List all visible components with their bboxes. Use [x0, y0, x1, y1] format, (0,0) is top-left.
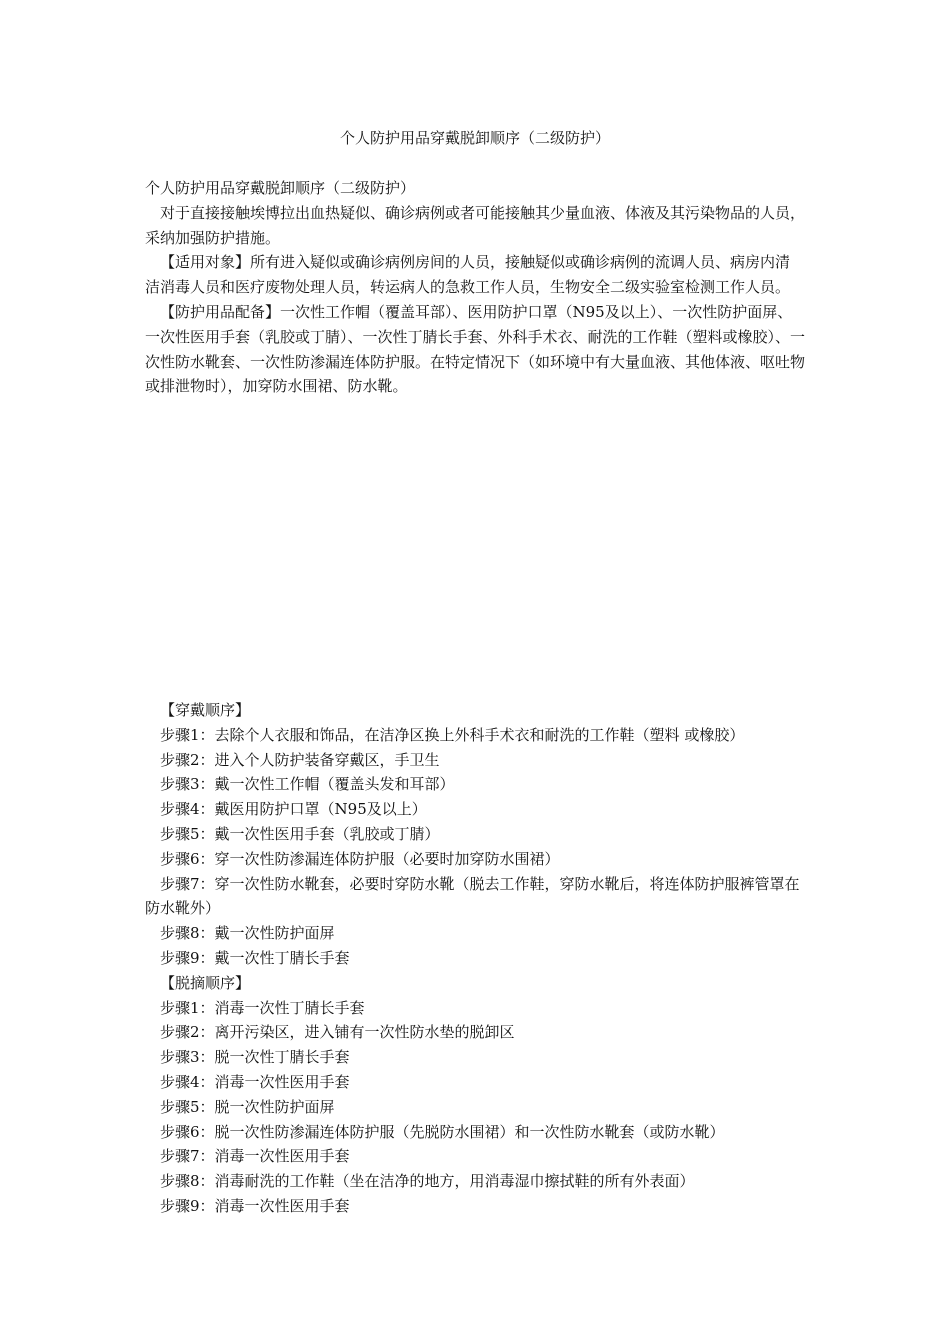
intro-section — [145, 176, 805, 399]
doffing-step: 步骤1：消毒一次性丁腈长手套 — [160, 998, 365, 1017]
doffing-step: 步骤7：消毒一次性医用手套 — [160, 1147, 350, 1166]
doffing-step: 步骤6：脱一次性防渗漏连体防护服（先脱防水围裙）和一次性防水靴套（或防水靴） — [160, 1122, 725, 1141]
intro-paragraph: 对于直接接触埃博拉出血热疑似、确诊病例或者可能接触其少量血液、体液及其污染物品的人员，采纳加强防护措施。 — [145, 203, 806, 247]
applicable-paragraph — [145, 250, 805, 300]
section-heading: 个人防护用品穿戴脱卸顺序（二级防护） — [145, 179, 416, 197]
doffing-step: 步骤8：消毒耐洗的工作鞋（坐在洁净的地方，用消毒湿巾擦拭鞋的所有外表面） — [160, 1172, 695, 1191]
donning-step: 步骤7：穿一次性防水靴套，必要时穿防水靴（脱去工作鞋，穿防水靴后，将连体防护服裤管罩在防水靴外） — [145, 874, 800, 918]
donning-step: 步骤3：戴一次性工作帽（覆盖头发和耳部） — [160, 775, 455, 794]
doffing-step: 步骤3：脱一次性丁腈长手套 — [160, 1048, 350, 1067]
equipment-label: 【防护用品配备】 — [160, 302, 281, 321]
doffing-step: 步骤5：脱一次性防护面屏 — [160, 1097, 335, 1116]
applicable-text: 所有进入疑似或确诊病例房间的人员，接触疑似或确诊病例的流调人员、病房内清洁消毒人员和医疗废物处理人员，转运病人的急救工作人员，生物安全二级实验室检测工作人员。 — [145, 253, 791, 297]
donning-step: 步骤2：进入个人防护装备穿戴区，手卫生 — [160, 750, 440, 769]
donning-heading: 【穿戴顺序】 — [160, 701, 251, 719]
donning-step: 步骤9：戴一次性丁腈长手套 — [160, 948, 350, 967]
equipment-text: 一次性工作帽（覆盖耳部）、医用防护口罩（N95及以上）、一次性防护面屏、一次性医用手套（乳胶或丁腈）、一次性丁腈长手套、外科手术衣、耐洗的工作鞋（塑料或橡胶）、一次性防水靴套、一次性防渗漏连体防护服。在特定情况下（如环境中有大量血液、其他体液、呕吐物或排泄物时），加穿防水围裙、防水靴。 — [145, 302, 806, 396]
procedure-section — [145, 698, 805, 1219]
donning-step: 步骤4：戴医用防护口罩（N95及以上） — [160, 800, 427, 819]
doffing-step: 步骤9：消毒一次性医用手套 — [160, 1196, 350, 1215]
donning-step: 步骤6：穿一次性防渗漏连体防护服（必要时加穿防水围裙） — [160, 849, 560, 868]
doffing-step: 步骤2：离开污染区，进入铺有一次性防水垫的脱卸区 — [160, 1023, 515, 1042]
page-title: 个人防护用品穿戴脱卸顺序（二级防护） — [339, 129, 610, 147]
doffing-step: 步骤4：消毒一次性医用手套 — [160, 1072, 350, 1091]
doffing-heading: 【脱摘顺序】 — [160, 973, 251, 992]
donning-step: 步骤1：去除个人衣服和饰品，在洁净区换上外科手术衣和耐洗的工作鞋（塑料 或橡胶） — [160, 725, 745, 744]
applicable-label: 【适用对象】 — [160, 253, 251, 272]
donning-step: 步骤8：戴一次性防护面屏 — [160, 924, 335, 943]
donning-step: 步骤5：戴一次性医用手套（乳胶或丁腈） — [160, 824, 440, 843]
equipment-paragraph — [145, 300, 805, 399]
